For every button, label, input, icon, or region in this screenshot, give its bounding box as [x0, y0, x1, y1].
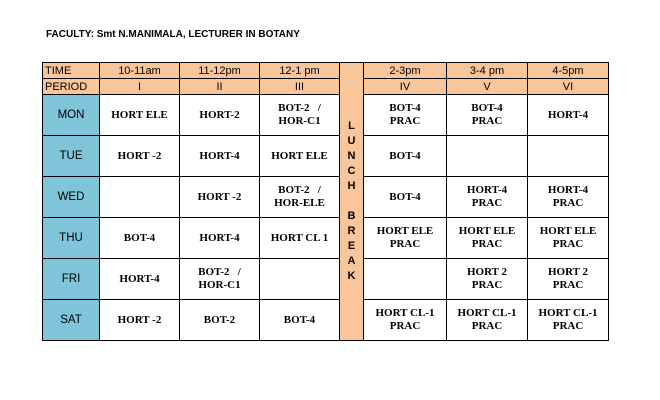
period-label: PERIOD	[43, 79, 100, 95]
time-slot-6: 4-5pm	[528, 63, 609, 79]
time-slot-3: 12-1 pm	[260, 63, 340, 79]
class-cell-line: HORT ELE	[271, 149, 328, 162]
lunch-letter: E	[347, 240, 356, 252]
class-cell	[100, 218, 180, 259]
class-cell-line: HORT CL-1	[538, 307, 598, 319]
class-cell	[364, 300, 447, 341]
class-cell-line: PRAC	[389, 238, 421, 250]
period-row	[43, 79, 609, 95]
class-cell-line: HORT ELE	[539, 225, 597, 237]
class-cell	[528, 218, 609, 259]
class-cell-line: PRAC	[471, 279, 503, 291]
class-cell-line: HORT ELE	[111, 108, 168, 121]
class-cell-line: PRAC	[471, 115, 503, 127]
period-2: II	[180, 79, 260, 95]
lunch-letter: N	[347, 150, 356, 162]
class-cell-line: BOT-2	[203, 313, 236, 326]
time-slot-4: 2-3pm	[364, 63, 447, 79]
time-slot-2: 11-12pm	[180, 63, 260, 79]
lunch-letter: U	[347, 135, 356, 147]
class-cell	[180, 218, 260, 259]
class-cell-line: BOT-4	[471, 102, 503, 114]
class-cell	[447, 95, 528, 136]
class-cell-line: HORT -2	[117, 149, 162, 162]
day-label: MON	[43, 95, 100, 136]
lunch-letter: L	[348, 120, 355, 132]
class-cell	[100, 136, 180, 177]
class-cell	[180, 177, 260, 218]
class-cell	[528, 95, 609, 136]
class-cell	[180, 300, 260, 341]
class-cell-line: HOR-C1	[198, 279, 241, 291]
class-cell-line: HORT-4	[199, 231, 240, 244]
class-cell-line: HORT 2	[466, 266, 508, 278]
class-cell	[364, 177, 447, 218]
class-cell-line: BOT-2 /	[198, 266, 241, 278]
class-cell-line: BOT-4	[123, 231, 156, 244]
class-cell-line: BOT-4	[389, 149, 421, 162]
class-cell-line: PRAC	[389, 320, 421, 332]
class-cell-line: HORT ELE	[376, 225, 434, 237]
day-row-mon	[43, 95, 609, 136]
day-label: FRI	[43, 259, 100, 300]
class-cell-line: PRAC	[471, 320, 503, 332]
class-cell-line: HORT-4	[547, 184, 589, 196]
class-cell	[364, 259, 447, 300]
class-cell	[528, 300, 609, 341]
period-3: III	[260, 79, 340, 95]
day-row-wed	[43, 177, 609, 218]
lunch-break-column	[340, 63, 364, 341]
day-row-sat	[43, 300, 609, 341]
class-cell-line: PRAC	[389, 115, 421, 127]
class-cell-line: PRAC	[471, 197, 503, 209]
time-label: TIME	[43, 63, 100, 79]
day-label: TUE	[43, 136, 100, 177]
lunch-letter: A	[347, 255, 356, 267]
class-cell-line: HORT CL-1	[375, 307, 435, 319]
class-cell-line: BOT-4	[389, 102, 421, 114]
day-label: WED	[43, 177, 100, 218]
class-cell-line: BOT-4	[389, 190, 421, 203]
class-cell	[100, 259, 180, 300]
lunch-letter	[340, 194, 363, 209]
class-cell-line: PRAC	[552, 320, 584, 332]
class-cell-line: HORT CL-1	[457, 307, 517, 319]
period-6: VI	[528, 79, 609, 95]
class-cell-line: HORT-4	[199, 149, 240, 162]
class-cell-line: PRAC	[471, 238, 503, 250]
faculty-title: FACULTY: Smt N.MANIMALA, LECTURER IN BOTANY	[46, 29, 300, 40]
timetable	[42, 62, 609, 341]
time-slot-1: 10-11am	[100, 63, 180, 79]
class-cell	[528, 259, 609, 300]
class-cell	[447, 218, 528, 259]
lunch-letter: C	[347, 165, 356, 177]
time-row	[43, 63, 609, 79]
class-cell-line: HORT -2	[197, 190, 242, 203]
class-cell-line: HORT -2	[117, 313, 162, 326]
day-label: SAT	[43, 300, 100, 341]
class-cell	[260, 300, 340, 341]
class-cell	[180, 95, 260, 136]
class-cell-line: HOR-C1	[278, 115, 321, 127]
period-1: I	[100, 79, 180, 95]
class-cell	[260, 136, 340, 177]
day-row-fri	[43, 259, 609, 300]
class-cell	[180, 136, 260, 177]
class-cell-line: HORT 2	[547, 266, 589, 278]
class-cell-line: BOT-2 /	[278, 102, 321, 114]
class-cell-line: HORT ELE	[458, 225, 516, 237]
class-cell-line: PRAC	[552, 279, 584, 291]
day-label: THU	[43, 218, 100, 259]
day-row-thu	[43, 218, 609, 259]
class-cell	[260, 177, 340, 218]
class-cell-line: HOR-ELE	[274, 197, 325, 209]
class-cell	[528, 136, 609, 177]
class-cell	[100, 177, 180, 218]
lunch-letter: H	[347, 180, 356, 192]
class-cell-line: HORT-2	[199, 108, 240, 121]
lunch-letter: R	[347, 225, 356, 237]
class-cell-line: HORT-4	[466, 184, 508, 196]
time-slot-5: 3-4 pm	[447, 63, 528, 79]
class-cell	[260, 259, 340, 300]
class-cell	[447, 136, 528, 177]
class-cell	[364, 136, 447, 177]
class-cell-line: HORT CL 1	[270, 231, 329, 244]
class-cell	[260, 218, 340, 259]
class-cell	[447, 259, 528, 300]
class-cell	[100, 300, 180, 341]
class-cell-line: HORT-4	[119, 272, 160, 285]
day-row-tue	[43, 136, 609, 177]
class-cell	[447, 300, 528, 341]
class-cell-line: BOT-4	[283, 313, 316, 326]
class-cell-line: HORT-4	[547, 108, 589, 121]
period-5: V	[447, 79, 528, 95]
class-cell	[528, 177, 609, 218]
class-cell	[364, 218, 447, 259]
class-cell	[364, 95, 447, 136]
class-cell-line: BOT-2 /	[278, 184, 321, 196]
class-cell	[260, 95, 340, 136]
class-cell	[180, 259, 260, 300]
class-cell-line: PRAC	[552, 197, 584, 209]
period-4: IV	[364, 79, 447, 95]
lunch-letter: K	[347, 270, 356, 282]
class-cell	[447, 177, 528, 218]
class-cell-line: PRAC	[552, 238, 584, 250]
class-cell	[100, 95, 180, 136]
lunch-letter: B	[347, 210, 356, 222]
